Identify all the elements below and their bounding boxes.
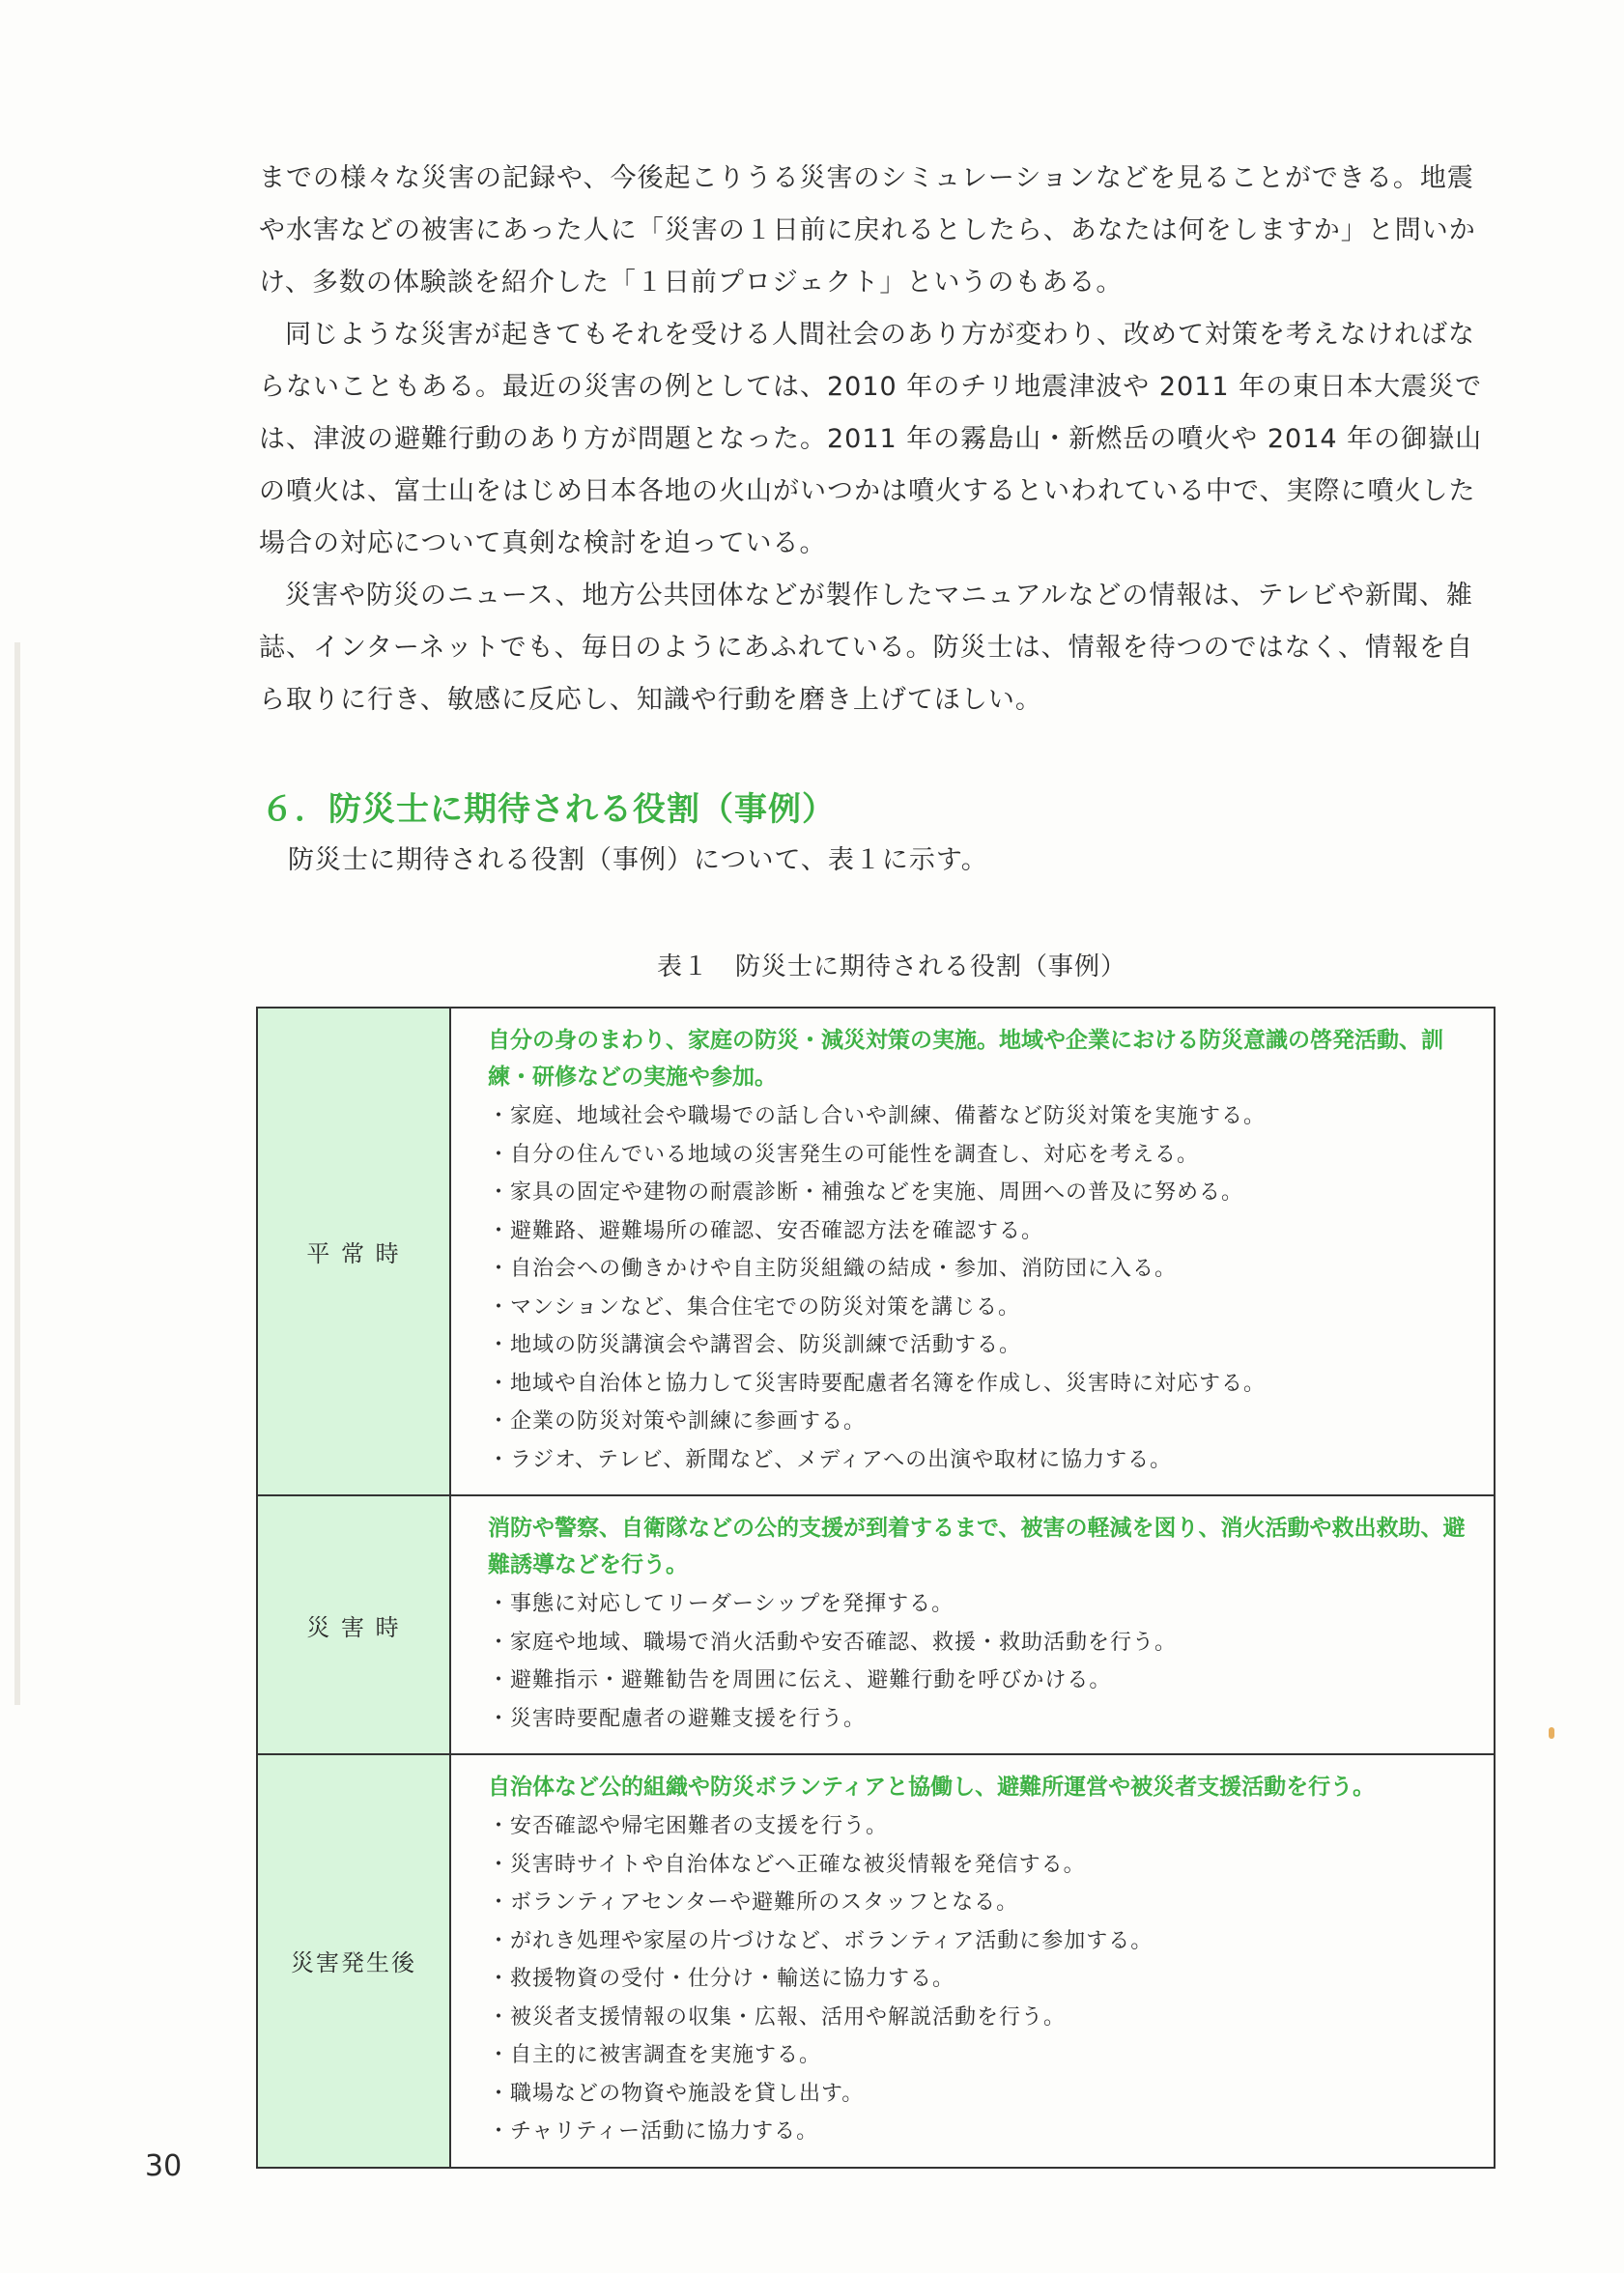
list-item: ・ 家具の固定や建物の耐震診断・補強などを実施、周囲への普及に努める。 <box>488 1174 1474 1212</box>
paragraph-continuation: までの様々な災害の記録や、今後起こりうる災害のシミュレーションなどを見ることができる。地震や水害などの被害にあった人に「災害の１日前に戻れるとしたら、あなたは何をしますか」と問いかけ、多数の体験談を紹介した「１日前プロジェクト」というのもある。 <box>259 163 1476 298</box>
row-summary: 自治体など公的組織や防災ボランティアと協働し、避難所運営や被災者支援活動を行う。 <box>488 1775 1376 1800</box>
table-row <box>257 1495 1495 1754</box>
list-item: ・ 避難指示・避難勧告を周囲に伝え、避難行動を呼びかける。 <box>488 1662 1474 1700</box>
list-item: ・ 家庭や地域、職場で消火活動や安否確認、救援・救助活動を行う。 <box>488 1624 1474 1662</box>
paragraph-social-change: 同じような災害が起きてもそれを受ける人間社会のあり方が変わり、改めて対策を考えなければならないこともある。最近の災害の例としては、2010 年のチリ地震津波や 2011 年の東日本大震災では、津波の避難行動のあり方が問題となった。2011 年の霧島山・新燃岳の噴火や 2014 年の御嶽山の噴火は、富士山をはじめ日本各地の火山がいつかは噴火するといわれている中で、実際に噴火した場合の対応について真剣な検討を迫っている。 <box>259 320 1483 558</box>
list-item: ・ マンションなど、集合住宅での防災対策を講じる。 <box>488 1289 1474 1327</box>
page-number: 30 <box>145 2149 183 2183</box>
list-item: ・ 事態に対応してリーダーシップを発揮する。 <box>488 1585 1474 1624</box>
list-item: ・ 災害時サイトや自治体などへ正確な被災情報を発信する。 <box>488 1846 1474 1885</box>
list-item: ・ がれき処理や家屋の片づけなど、ボランティア活動に参加する。 <box>488 1922 1474 1961</box>
item-list <box>488 1097 1474 1479</box>
scan-speck <box>1549 1727 1554 1739</box>
list-item: ・ ラジオ、テレビ、新聞など、メディアへの出演や取材に協力する。 <box>488 1441 1474 1480</box>
list-item: ・ 家庭、地域社会や職場での話し合いや訓練、備蓄など防災対策を実施する。 <box>488 1097 1474 1136</box>
row-label-after: 災害発生後 <box>257 1754 450 2168</box>
item-list <box>488 1807 1474 2151</box>
row-label-disaster: 災 害 時 <box>257 1495 450 1754</box>
list-item: ・ 地域の防災講演会や講習会、防災訓練で活動する。 <box>488 1326 1474 1365</box>
row-summary: 消防や警察、自衛隊などの公的支援が到着するまで、被害の軽減を図り、消火活動や救出救助、避難誘導などを行う。 <box>488 1516 1466 1577</box>
list-item: ・ 自治会への働きかけや自主防災組織の結成・参加、消防団に入る。 <box>488 1250 1474 1289</box>
row-content-disaster <box>450 1495 1495 1754</box>
list-item: ・ 自主的に被害調査を実施する。 <box>488 2036 1474 2075</box>
section-intro: 防災士に期待される役割（事例）について、表１に示す。 <box>288 845 988 875</box>
row-summary: 自分の身のまわり、家庭の防災・減災対策の実施。地域や企業における防災意識の啓発活動、訓練・研修などの実施や参加。 <box>488 1028 1443 1090</box>
list-item: ・ ボランティアセンターや避難所のスタッフとなる。 <box>488 1884 1474 1922</box>
section-heading: ６．防災士に期待される役割（事例） <box>261 790 836 829</box>
table-caption: 表１ 防災士に期待される役割（事例） <box>657 952 1127 981</box>
list-item: ・ 被災者支援情報の収集・広報、活用や解説活動を行う。 <box>488 1999 1474 2037</box>
list-item: ・ 救援物資の受付・仕分け・輸送に協力する。 <box>488 1960 1474 1999</box>
list-item: ・ 地域や自治体と協力して災害時要配慮者名簿を作成し、災害時に対応する。 <box>488 1365 1474 1404</box>
paragraph-information: 災害や防災のニュース、地方公共団体などが製作したマニュアルなどの情報は、テレビや新聞、雑誌、インターネットでも、毎日のようにあふれている。防災士は、情報を待つのではなく、情報を自ら取りに行き、敏感に反応し、知識や行動を磨き上げてほしい。 <box>259 581 1474 715</box>
table-row <box>257 1008 1495 1495</box>
item-list <box>488 1585 1474 1738</box>
row-label-normal: 平 常 時 <box>257 1008 450 1495</box>
list-item: ・ 企業の防災対策や訓練に参画する。 <box>488 1403 1474 1441</box>
list-item: ・ 安否確認や帰宅困難者の支援を行う。 <box>488 1807 1474 1846</box>
list-item: ・ 職場などの物資や施設を貸し出す。 <box>488 2075 1474 2114</box>
table-row <box>257 1754 1495 2168</box>
list-item: ・ 自分の住んでいる地域の災害発生の可能性を調査し、対応を考える。 <box>488 1136 1474 1175</box>
body-text <box>259 153 1500 726</box>
roles-table <box>256 1007 1496 2169</box>
row-content-normal <box>450 1008 1495 1495</box>
row-content-after <box>450 1754 1495 2168</box>
scan-edge-mark <box>14 642 20 1705</box>
list-item: ・ チャリティー活動に協力する。 <box>488 2113 1474 2151</box>
list-item: ・ 避難路、避難場所の確認、安否確認方法を確認する。 <box>488 1212 1474 1251</box>
list-item: ・ 災害時要配慮者の避難支援を行う。 <box>488 1700 1474 1739</box>
